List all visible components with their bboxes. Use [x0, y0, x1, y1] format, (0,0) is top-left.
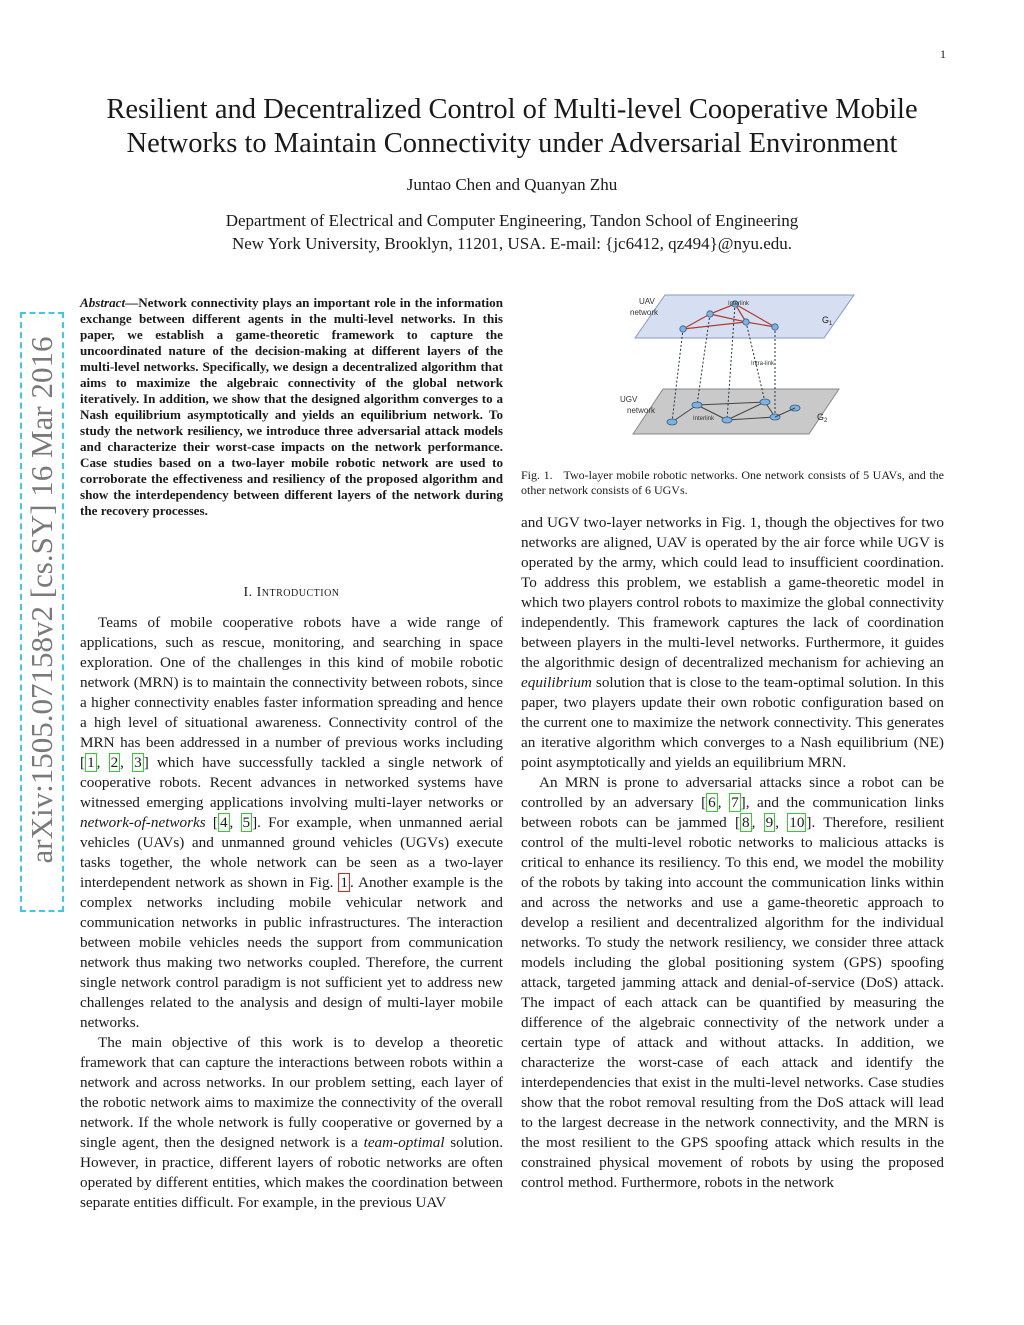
- ugv-plane: [633, 389, 839, 434]
- uav-label-2: network: [630, 308, 659, 317]
- section-heading: [80, 585, 503, 601]
- paper-authors: Juntao Chen and Quanyan Zhu: [406, 175, 618, 194]
- citation-link[interactable]: 4: [219, 814, 228, 831]
- paragraph: and UGV two-layer networks in Fig. 1, though the objectives for two networks are aligned, UAV is operated by the air force while UGV is operated by the army, which could lead to insufficient coordination. To address this problem, we establish a game-theoretic model in which two players control robots to maximize the global connectivity independently. This framework captures the lack of coordination between players in the multi-level networks. Furthermore, it guides the algorithmic design of decentralized mechanism for achieving an equilibrium solution that is close to the team-optimal solution. In this paper, two players update their own robotic configuration based on the current one to maximize the network connectivity. This generates an iterative algorithm which converges to a Nash equilibrium (NE) point asymptotically and yields an equilibrium MRN.: [521, 514, 944, 771]
- intralink-label: Intra-link: [751, 361, 775, 367]
- interlink-top-label: Interlink: [728, 301, 750, 307]
- paper-title: Resilient and Decentralized Control of Multi-level Cooperative Mobile Networks to Maintain Connectivity under Adversarial Environment: [106, 94, 918, 159]
- caption-text: Two-layer mobile robotic networks. One network consists of 5 UAVs, and the other network consists of 6 UGVs.: [521, 468, 945, 497]
- g2-label: $G_2$: [817, 412, 828, 424]
- citation-link[interactable]: 9: [765, 814, 774, 831]
- uav-label-1: UAV: [639, 297, 655, 306]
- citation-link[interactable]: 6: [708, 794, 716, 811]
- author-affiliation: [60, 209, 964, 255]
- citation-link[interactable]: 3: [134, 754, 142, 771]
- abstract: [80, 295, 503, 519]
- g1-label: $G_1$: [822, 315, 833, 327]
- figure-reference-link[interactable]: 1: [340, 874, 348, 891]
- citation-link[interactable]: 1: [87, 754, 95, 771]
- citation-link[interactable]: 8: [742, 814, 750, 831]
- ugv-label-2: network: [627, 406, 656, 415]
- interlink-bottom-label: Interlink: [693, 416, 715, 422]
- arxiv-identifier: arXiv:1505.07158v2 [cs.SY] 16 Mar 2016: [24, 336, 59, 864]
- abstract-text: —Network connectivity plays an important role in the information exchange between different agents in the multi-level networks. In this paper, we establish a game-theoretic framework to capture the uncoordinated nature of the decision-making at different layers of the multi-level networks. Specifically, we design a decentralized algorithm that aims to maximize the algebraic connectivity of the global network iteratively. In addition, we show that the designed algorithm converges to a Nash equilibrium asymptotically and yields an equilibrium network. To study the network resiliency, we introduce three adversarial attack models and characterize their worst-case impacts on the network performance. Case studies based on a two-layer mobile robotic network are used to corroborate the effectiveness and resiliency of the proposed algorithm and show the interdependency between different layers of the network during the recovery processes.: [80, 295, 503, 518]
- caption-label: Fig. 1.: [521, 468, 553, 482]
- abstract-label: Abstract: [80, 295, 126, 310]
- paragraph: Teams of mobile cooperative robots have a wide range of applications, such as rescue, monitoring, and searching in space exploration. One of the challenges in this kind of mobile robotic network (MRN) is to maintain the connectivity between robots, since a higher connectivity enables faster information spreading and hence a high level of situational awareness. Connectivity control of the MRN has been addressed in a number of previous works including [ 1 , 2 , 3 ] which have successfully tackled a single network of cooperative robots. Recent advances in networked systems have witnessed emerging applications involving multi-layer networks or network-of-networks [ 4 , 5 ]. For example, when unmanned aerial vehicles (UAVs) and unmanned ground vehicles (UGVs) execute tasks together, the whole network can be seen as a two-layer interdependent network as shown in Fig. 1 . Another example is the complex networks including mobile vehicular network and communication networks in public infrastructures. The interaction between mobile vehicles needs the support from communication network thus making two networks coupled. Therefore, the current single network control paradigm is not sufficient yet to address new challenges related to the analysis and design of multi-layer mobile networks.: [80, 614, 504, 1031]
- citation-link[interactable]: 10: [789, 814, 805, 831]
- paragraph: The main objective of this work is to develop a theoretic framework that can capture the interactions between robots within a network and across networks. In our problem setting, each layer of the robotic network aims to maximize the connectivity of the overall network. If the whole network is fully cooperative or governed by a single agent, then the designed network is a team-optimal solution. However, in practice, different layers of robotic networks are often operated by different entities, which makes the coordination between separate entities difficult. For example, in the previous UAV: [80, 1034, 503, 1211]
- right-column-body: [521, 513, 944, 1193]
- citation-link[interactable]: 2: [110, 754, 119, 771]
- left-column-body: [80, 613, 503, 1213]
- citation-link[interactable]: 7: [731, 794, 739, 811]
- affiliation-line-2: New York University, Brooklyn, 11201, USA. E-mail: {jc6412, qz494}@nyu.edu.: [231, 234, 793, 253]
- section-title: Introduction: [256, 585, 340, 600]
- citation-link[interactable]: 5: [242, 814, 251, 831]
- network-diagram: [615, 292, 855, 444]
- affiliation-line-1: Department of Electrical and Computer Engineering, Tandon School of Engineering: [225, 211, 799, 230]
- page-number: 1: [940, 47, 946, 61]
- section-number: I.: [243, 585, 253, 600]
- figure-caption: [521, 468, 944, 498]
- ugv-label-1: UGV: [620, 395, 638, 404]
- paragraph: An MRN is prone to adversarial attacks since a robot can be controlled by an adversary [ 6 , 7 ], and the communication links between robots can be jammed [ 8 , 9 , 10 ]. Therefore, resilient control of the multi-level robotic networks to malicious attacks is critical to enhance its resiliency. To this end, we model the mobility of the robots by taking into account the communication links within and across the networks and use a game-theoretic approach to develop a resilient and decentralized algorithm for the individual networks. To study the network resiliency, we consider three attack models including the global positioning system (GPS) spoofing attack, targeted jamming attack and denial-of-service (DoS) attack. The impact of each attack can be quantified by measuring the difference of the algebraic connectivity of the network under a certain type of attack and without attacks. In addition, we characterize the worst-case of each attack and identify the interdependencies that exist in the multi-level networks. Case studies show that the robot removal resulting from the DoS attack will lead to the largest decrease in the network connectivity, and the MRN is the most resilient to the GPS spoofing attack which results in the constrained physical movement of robots by using the proposed control method. Furthermore, robots in the network: [521, 774, 945, 1191]
- figure-two-layer-network: [615, 292, 855, 444]
